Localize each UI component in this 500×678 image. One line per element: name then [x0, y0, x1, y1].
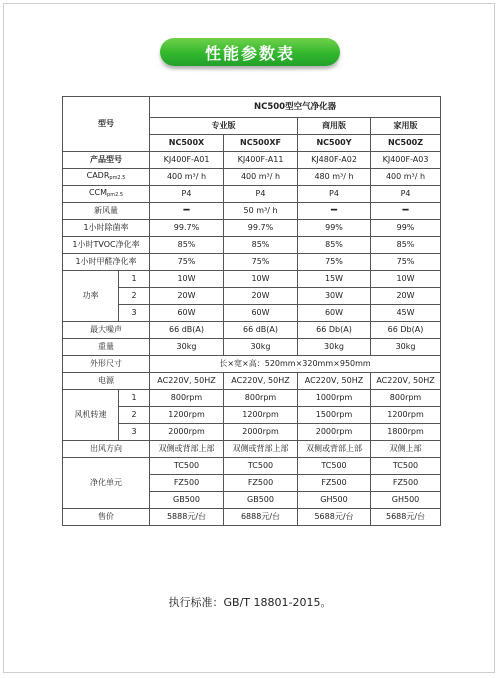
- model-cell: NC500Y: [298, 135, 371, 152]
- cell: 75%: [224, 254, 298, 271]
- cell: AC220V, 50HZ: [371, 373, 441, 390]
- table-row: [63, 203, 441, 220]
- row-label: 重量: [63, 339, 150, 356]
- cell: 20W: [224, 288, 298, 305]
- dimension-cell: 长×宽×高：520mm×320mm×950mm: [150, 356, 441, 373]
- row-label: 电源: [63, 373, 150, 390]
- row-label: 售价: [63, 509, 150, 526]
- cell: 800rpm: [224, 390, 298, 407]
- table-row: [63, 441, 441, 458]
- table-row: [63, 169, 441, 186]
- row-label: 1小时除菌率: [63, 220, 150, 237]
- cell: 400 m³/ h: [371, 169, 441, 186]
- row-label: 1小时甲醛净化率: [63, 254, 150, 271]
- cell: 1500rpm: [298, 407, 371, 424]
- cell: 2000rpm: [224, 424, 298, 441]
- cell: 10W: [224, 271, 298, 288]
- cell: 5688元/台: [298, 509, 371, 526]
- cadr-label: CADR: [86, 171, 110, 180]
- cell: 99%: [371, 220, 441, 237]
- cell: 2000rpm: [150, 424, 224, 441]
- cell: GH500: [298, 492, 371, 509]
- cell: 60W: [150, 305, 224, 322]
- table-row: [63, 373, 441, 390]
- row-label: 外形尺寸: [63, 356, 150, 373]
- row-label: 风机转速: [63, 390, 119, 441]
- cell: 10W: [150, 271, 224, 288]
- cell: 480 m³/ h: [298, 169, 371, 186]
- cell: 66 Db(A): [371, 322, 441, 339]
- edition-pro: 专业版: [150, 118, 298, 135]
- cell: 30kg: [298, 339, 371, 356]
- cell: 5888元/台: [150, 509, 224, 526]
- table-row: [63, 509, 441, 526]
- cell: TC500: [150, 458, 224, 475]
- row-label: 功率: [63, 271, 119, 322]
- cell: 2000rpm: [298, 424, 371, 441]
- cell: 99%: [298, 220, 371, 237]
- cell: P4: [224, 186, 298, 203]
- table-row: [63, 458, 441, 475]
- cell: 6888元/台: [224, 509, 298, 526]
- cell: P4: [150, 186, 224, 203]
- cell: KJ400F-A11: [224, 152, 298, 169]
- cell: TC500: [224, 458, 298, 475]
- table-row: [63, 305, 441, 322]
- cell: AC220V, 50HZ: [150, 373, 224, 390]
- table-row: [63, 254, 441, 271]
- cell: 20W: [371, 288, 441, 305]
- cell: 66 Db(A): [298, 322, 371, 339]
- banner-title: 性能参数表: [160, 38, 340, 66]
- cell: 20W: [150, 288, 224, 305]
- cell: 15W: [298, 271, 371, 288]
- row-label: 产品型号: [63, 152, 150, 169]
- table-row: [63, 407, 441, 424]
- cell: GH500: [371, 492, 441, 509]
- cell: 45W: [371, 305, 441, 322]
- cell: 85%: [224, 237, 298, 254]
- cell: FZ500: [150, 475, 224, 492]
- cell: 10W: [371, 271, 441, 288]
- cell: 30kg: [224, 339, 298, 356]
- cell: 1200rpm: [371, 407, 441, 424]
- ccm-sub: pm2.5: [107, 192, 124, 198]
- table-row: [63, 152, 441, 169]
- level-cell: 1: [119, 271, 150, 288]
- cell: 85%: [298, 237, 371, 254]
- row-label: 净化单元: [63, 458, 150, 509]
- row-label: [63, 186, 150, 203]
- cell: 75%: [298, 254, 371, 271]
- cell: GB500: [150, 492, 224, 509]
- cell: 400 m³/ h: [150, 169, 224, 186]
- cell: 双侧上部: [371, 441, 441, 458]
- level-cell: 1: [119, 390, 150, 407]
- cell: 1200rpm: [150, 407, 224, 424]
- cell: 400 m³/ h: [224, 169, 298, 186]
- row-label: 最大噪声: [63, 322, 150, 339]
- level-cell: 2: [119, 288, 150, 305]
- cell: P4: [371, 186, 441, 203]
- cell: 双侧或背部上部: [150, 441, 224, 458]
- cell: FZ500: [298, 475, 371, 492]
- cell: 50 m³/ h: [224, 203, 298, 220]
- cell: 30kg: [371, 339, 441, 356]
- cell: ━: [371, 203, 441, 220]
- cell: TC500: [298, 458, 371, 475]
- cell: 85%: [371, 237, 441, 254]
- row-label: 新风量: [63, 203, 150, 220]
- cell: 双侧或背部上部: [224, 441, 298, 458]
- cell: GB500: [224, 492, 298, 509]
- series-title: NC500型空气净化器: [150, 97, 441, 118]
- level-cell: 3: [119, 305, 150, 322]
- spec-table: [62, 96, 441, 526]
- cell: ━: [298, 203, 371, 220]
- table-row: [63, 322, 441, 339]
- table-row: [63, 356, 441, 373]
- row-label: [63, 169, 150, 186]
- cell: 60W: [224, 305, 298, 322]
- cell: KJ400F-A03: [371, 152, 441, 169]
- table-row: [63, 220, 441, 237]
- cell: 30W: [298, 288, 371, 305]
- footer-standard: 执行标准：GB/T 18801-2015。: [168, 596, 332, 609]
- cell: AC220V, 50HZ: [298, 373, 371, 390]
- cell: AC220V, 50HZ: [224, 373, 298, 390]
- cell: P4: [298, 186, 371, 203]
- cell: KJ400F-A01: [150, 152, 224, 169]
- table-row: [63, 339, 441, 356]
- table-row: [63, 271, 441, 288]
- cell: FZ500: [224, 475, 298, 492]
- row-label: 1小时TVOC净化率: [63, 237, 150, 254]
- table-row: [63, 97, 441, 118]
- cell: 800rpm: [371, 390, 441, 407]
- level-cell: 2: [119, 407, 150, 424]
- cell: KJ480F-A02: [298, 152, 371, 169]
- cell: 75%: [150, 254, 224, 271]
- cell: ━: [150, 203, 224, 220]
- table-row: [63, 288, 441, 305]
- row-label: 出风方向: [63, 441, 150, 458]
- level-cell: 3: [119, 424, 150, 441]
- table-row: [63, 186, 441, 203]
- table-row: [63, 390, 441, 407]
- cell: 60W: [298, 305, 371, 322]
- ccm-label: CCM: [88, 188, 108, 197]
- cell: 75%: [371, 254, 441, 271]
- cell: 99.7%: [224, 220, 298, 237]
- cell: 双侧或背部上部: [298, 441, 371, 458]
- cell: 66 dB(A): [150, 322, 224, 339]
- cell: FZ500: [371, 475, 441, 492]
- model-cell: NC500X: [150, 135, 224, 152]
- cell: 5688元/台: [371, 509, 441, 526]
- cell: 30kg: [150, 339, 224, 356]
- cell: 99.7%: [150, 220, 224, 237]
- cadr-sub: pm2.5: [109, 175, 126, 181]
- model-cell: NC500XF: [224, 135, 298, 152]
- edition-home: 家用版: [371, 118, 441, 135]
- cell: 1800rpm: [371, 424, 441, 441]
- table-row: [63, 237, 441, 254]
- cell: 800rpm: [150, 390, 224, 407]
- cell: 1000rpm: [298, 390, 371, 407]
- model-cell: NC500Z: [371, 135, 441, 152]
- edition-commercial: 商用版: [298, 118, 371, 135]
- cell: TC500: [371, 458, 441, 475]
- table-row: [63, 424, 441, 441]
- cell: 66 dB(A): [224, 322, 298, 339]
- cell: 1200rpm: [224, 407, 298, 424]
- model-header: 型号: [63, 97, 150, 152]
- cell: 85%: [150, 237, 224, 254]
